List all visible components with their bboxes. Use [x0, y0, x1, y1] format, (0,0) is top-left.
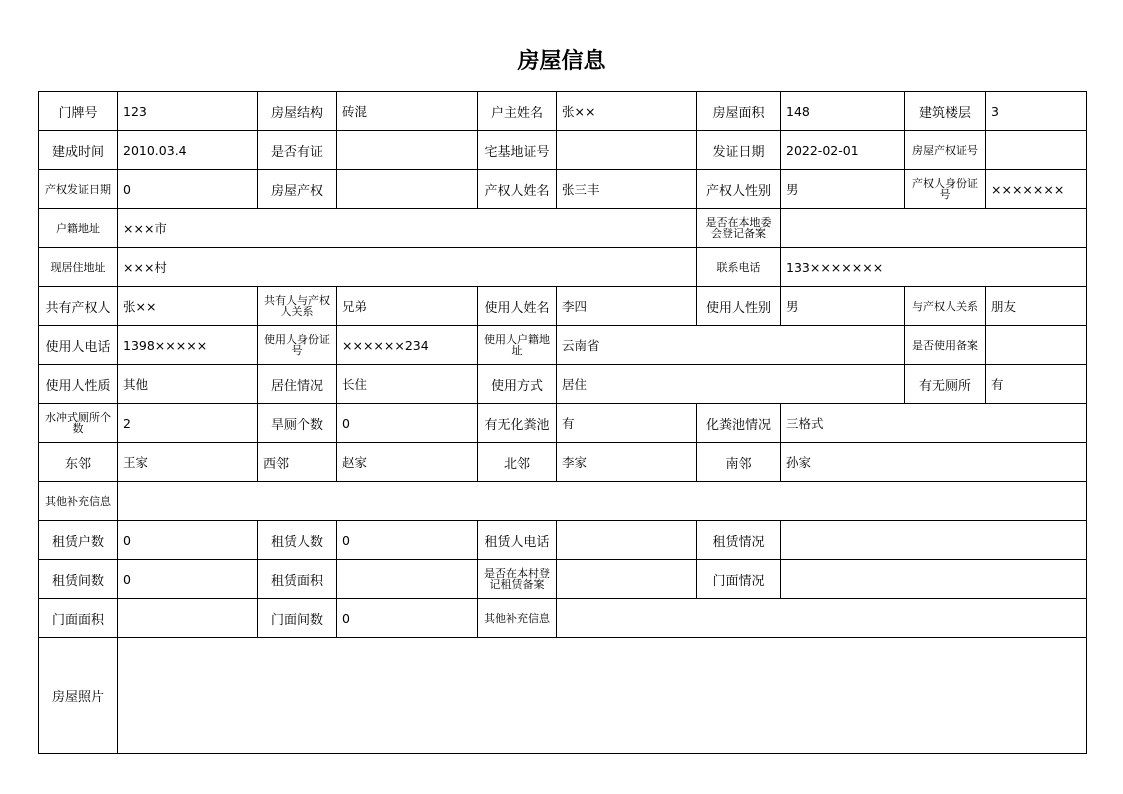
has-certificate-label: 是否有证	[258, 131, 337, 170]
owner-name-label: 产权人姓名	[478, 170, 557, 209]
built-time-label: 建成时间	[39, 131, 118, 170]
residence-status-value: 长住	[337, 365, 478, 404]
household-address-value: ×××市	[118, 209, 697, 248]
east-neighbor-value: 王家	[118, 443, 258, 482]
house-property-label: 房屋产权	[258, 170, 337, 209]
table-row	[39, 209, 1087, 248]
current-address-label: 现居住地址	[39, 248, 118, 287]
usage-mode-label: 使用方式	[478, 365, 557, 404]
usage-registered-label: 是否使用备案	[905, 326, 986, 365]
co-owner-value: 张××	[118, 287, 258, 326]
usage-registered-value	[986, 326, 1087, 365]
building-floors-label: 建筑楼层	[905, 92, 986, 131]
table-row	[39, 365, 1087, 404]
user-phone-value: 1398×××××	[118, 326, 258, 365]
house-area-label: 房屋面积	[697, 92, 781, 131]
house-photo-label: 房屋照片	[39, 638, 118, 754]
dry-toilet-count-value: 0	[337, 404, 478, 443]
rental-status-label: 租赁情况	[697, 521, 781, 560]
contact-phone-label: 联系电话	[697, 248, 781, 287]
current-address-value: ×××村	[118, 248, 697, 287]
house-info-table	[38, 91, 1087, 754]
rental-area-value	[337, 560, 478, 599]
tenant-phone-value	[557, 521, 697, 560]
issue-date-label: 发证日期	[697, 131, 781, 170]
user-id-value: ××××××234	[337, 326, 478, 365]
table-row	[39, 326, 1087, 365]
homestead-cert-label: 宅基地证号	[478, 131, 557, 170]
house-structure-label: 房屋结构	[258, 92, 337, 131]
village-rental-registered-value	[557, 560, 697, 599]
issue-date-value: 2022-02-01	[781, 131, 905, 170]
east-neighbor-label: 东邻	[39, 443, 118, 482]
co-owner-relation-label: 共有人与产权人关系	[258, 287, 337, 326]
table-row	[39, 404, 1087, 443]
house-property-value	[337, 170, 478, 209]
has-certificate-value	[337, 131, 478, 170]
other-info-2-label: 其他补充信息	[478, 599, 557, 638]
user-type-value: 其他	[118, 365, 258, 404]
homestead-cert-value	[557, 131, 697, 170]
householder-name-label: 户主姓名	[478, 92, 557, 131]
rental-rooms-value: 0	[118, 560, 258, 599]
page-title: 房屋信息	[517, 48, 606, 74]
has-septic-tank-value: 有	[557, 404, 697, 443]
owner-gender-label: 产权人性别	[697, 170, 781, 209]
user-gender-value: 男	[781, 287, 905, 326]
storefront-area-label: 门面面积	[39, 599, 118, 638]
other-info-2-value	[557, 599, 1087, 638]
south-neighbor-label: 南邻	[697, 443, 781, 482]
household-address-label: 户籍地址	[39, 209, 118, 248]
table-row	[39, 287, 1087, 326]
user-household-address-value: 云南省	[557, 326, 905, 365]
table-row	[39, 248, 1087, 287]
storefront-status-value	[781, 560, 1087, 599]
owner-id-value: ×××××××	[986, 170, 1087, 209]
property-issue-date-value: 0	[118, 170, 258, 209]
table-row	[39, 599, 1087, 638]
owner-name-value: 张三丰	[557, 170, 697, 209]
rental-area-label: 租赁面积	[258, 560, 337, 599]
user-type-label: 使用人性质	[39, 365, 118, 404]
door-number-label: 门牌号	[39, 92, 118, 131]
owner-gender-value: 男	[781, 170, 905, 209]
building-floors-value: 3	[986, 92, 1087, 131]
septic-tank-status-label: 化粪池情况	[697, 404, 781, 443]
user-name-label: 使用人姓名	[478, 287, 557, 326]
dry-toilet-count-label: 旱厕个数	[258, 404, 337, 443]
user-name-value: 李四	[557, 287, 697, 326]
user-id-label: 使用人身份证号	[258, 326, 337, 365]
user-gender-label: 使用人性别	[697, 287, 781, 326]
storefront-rooms-value: 0	[337, 599, 478, 638]
table-row	[39, 521, 1087, 560]
relation-to-owner-label: 与产权人关系	[905, 287, 986, 326]
rental-rooms-label: 租赁间数	[39, 560, 118, 599]
householder-name-value: 张××	[557, 92, 697, 131]
co-owner-relation-value: 兄弟	[337, 287, 478, 326]
flush-toilet-count-label: 水冲式厕所个数	[39, 404, 118, 443]
co-owner-label: 共有产权人	[39, 287, 118, 326]
other-info-label: 其他补充信息	[39, 482, 118, 521]
rental-persons-label: 租赁人数	[258, 521, 337, 560]
user-household-address-label: 使用人户籍地址	[478, 326, 557, 365]
tenant-phone-label: 租赁人电话	[478, 521, 557, 560]
door-number-value: 123	[118, 92, 258, 131]
house-area-value: 148	[781, 92, 905, 131]
table-row	[39, 131, 1087, 170]
south-neighbor-value: 孙家	[781, 443, 1087, 482]
storefront-area-value	[118, 599, 258, 638]
west-neighbor-label: 西邻	[258, 443, 337, 482]
table-row	[39, 92, 1087, 131]
storefront-status-label: 门面情况	[697, 560, 781, 599]
property-cert-label: 房屋产权证号	[905, 131, 986, 170]
contact-phone-value: 133×××××××	[781, 248, 1087, 287]
has-toilet-value: 有	[986, 365, 1087, 404]
user-phone-label: 使用人电话	[39, 326, 118, 365]
table-row	[39, 170, 1087, 209]
rental-households-value: 0	[118, 521, 258, 560]
rental-households-label: 租赁户数	[39, 521, 118, 560]
table-row	[39, 560, 1087, 599]
residence-status-label: 居住情况	[258, 365, 337, 404]
property-issue-date-label: 产权发证日期	[39, 170, 118, 209]
septic-tank-status-value: 三格式	[781, 404, 1087, 443]
house-structure-value: 砖混	[337, 92, 478, 131]
other-info-value	[118, 482, 1087, 521]
committee-registered-value	[781, 209, 1087, 248]
table-row	[39, 443, 1087, 482]
rental-persons-value: 0	[337, 521, 478, 560]
usage-mode-value: 居住	[557, 365, 905, 404]
owner-id-label: 产权人身份证号	[905, 170, 986, 209]
storefront-rooms-label: 门面间数	[258, 599, 337, 638]
table-row	[39, 638, 1087, 754]
has-toilet-label: 有无厕所	[905, 365, 986, 404]
north-neighbor-value: 李家	[557, 443, 697, 482]
flush-toilet-count-value: 2	[118, 404, 258, 443]
rental-status-value	[781, 521, 1087, 560]
property-cert-value	[986, 131, 1087, 170]
house-photo-area	[118, 638, 1087, 754]
north-neighbor-label: 北邻	[478, 443, 557, 482]
village-rental-registered-label: 是否在本村登记租赁备案	[478, 560, 557, 599]
west-neighbor-value: 赵家	[337, 443, 478, 482]
has-septic-tank-label: 有无化粪池	[478, 404, 557, 443]
committee-registered-label: 是否在本地委会登记备案	[697, 209, 781, 248]
table-row	[39, 482, 1087, 521]
built-time-value: 2010.03.4	[118, 131, 258, 170]
relation-to-owner-value: 朋友	[986, 287, 1087, 326]
